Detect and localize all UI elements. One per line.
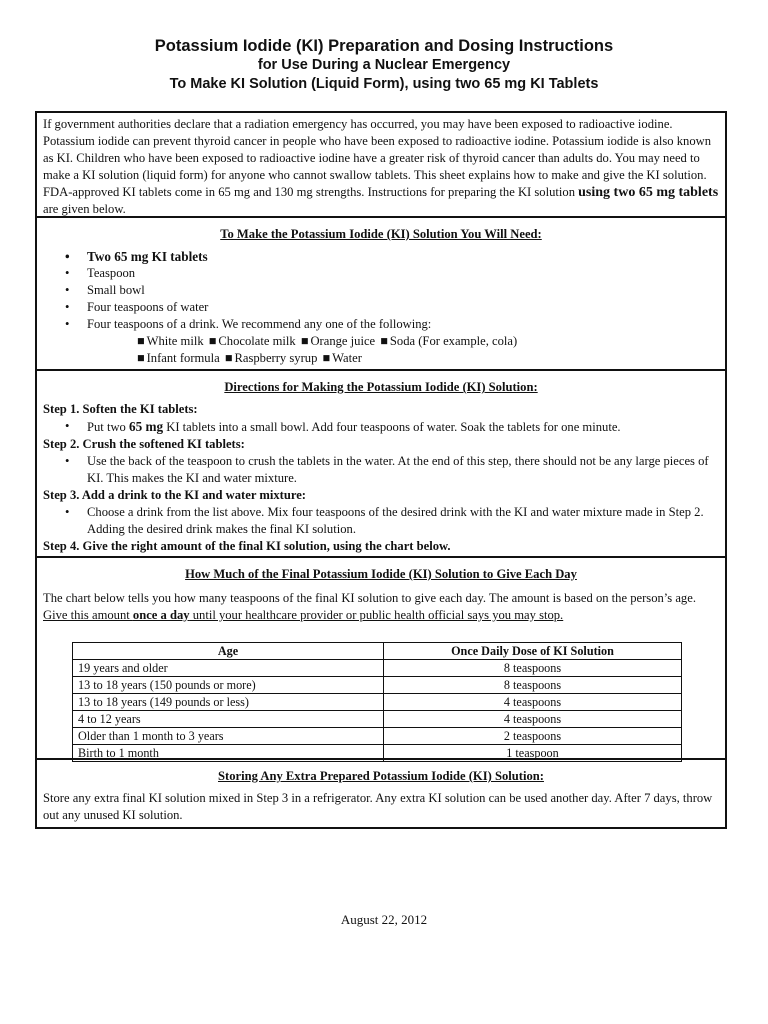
intro-paragraph [43,116,719,218]
list-item: • Four teaspoons of water [87,299,719,316]
document-date: August 22, 2012 [340,912,428,927]
age-cell: Birth to 1 month [73,745,384,762]
square-bullet-icon: ■ [322,351,331,365]
dosing-text-underlined-end: until your healthcare provider or public health official says you may stop. [189,608,564,622]
dose-cell: 1 teaspoon [384,745,682,762]
table-header-row [73,643,682,660]
dosing-text-underlined: Give this amount [43,608,133,622]
square-bullet-icon: ■ [208,334,217,348]
step-1-text-end: KI tablets into a small bowl. Add four teaspoons of water. Soak the tablets for one minute. [163,420,621,434]
document-title: Potassium Iodide (KI) Preparation and Dosing Instructions [154,37,614,55]
intro-section [35,111,727,218]
document-subtitle-2: To Make KI Solution (Liquid Form), using two 65 mg KI Tablets [169,76,599,92]
column-header-age: Age [73,643,384,660]
intro-text: If government authorities declare that a radiation emergency has occurred, you may have been exposed to radioactive iodine. Potassium iodide can prevent thyroid cancer in people who have been exposed to radioactive iodine. Potassium iodide is also known as KI. Children who have been exposed to radioactive iodine have a greater risk of thyroid cancer than adults do. You may need to make a KI solution (liquid form) for anyone who cannot swallow tablets. This sheet explains how to make and give the KI solution. FDA-approved KI tablets come in 65 mg and 130 mg strengths. Instructions for preparing the KI solution [43,117,712,199]
table-row [73,728,682,745]
square-bullet-icon: ■ [380,334,388,348]
age-cell: Older than 1 month to 3 years [73,728,384,745]
drink-option: Water [332,351,362,365]
dose-cell: 2 teaspoons [384,728,682,745]
list-item [87,418,719,436]
step-1-text: Put two [87,420,129,434]
step-3-heading: Step 3. Add a drink to the KI and water mixture: [43,488,306,502]
step-2-heading: Step 2. Crush the softened KI tablets: [43,437,245,451]
dose-cell: 8 teaspoons [384,677,682,694]
table-row [73,745,682,762]
dose-cell: 8 teaspoons [384,660,682,677]
directions-section [35,371,727,558]
dose-cell: 4 teaspoons [384,711,682,728]
supplies-title: To Make the Potassium Iodide (KI) Solution You Will Need: [220,227,542,241]
supplies-list [43,248,719,333]
list-item: • Choose a drink from the list above. Mix four teaspoons of the desired drink with the KI and water mixture made in Step 2. Adding the desired drink makes the final KI solution. [87,504,719,538]
list-item: • Four teaspoons of a drink. We recommend any one of the following: [87,316,719,333]
list-item: • Use the back of the teaspoon to crush the tablets in the water. At the end of this step, there should not be any large pieces of KI. This makes the KI and water mixture. [87,453,719,487]
square-bullet-icon: ■ [300,334,309,348]
storage-text: Store any extra final KI solution mixed in Step 3 in a refrigerator. Any extra KI solution can be used another day. After 7 days, throw out any unused KI solution. [43,791,713,822]
drink-option: Infant formula [146,351,220,365]
age-cell: 19 years and older [73,660,384,677]
age-cell: 13 to 18 years (149 pounds or less) [73,694,384,711]
step-1-list [43,418,719,436]
table-row [73,711,682,728]
dosing-title: How Much of the Final Potassium Iodide (KI) Solution to Give Each Day [185,567,577,581]
step-4-heading: Step 4. Give the right amount of the final KI solution, using the chart below. [43,539,451,553]
supplies-section [35,218,727,371]
square-bullet-icon: ■ [224,351,233,365]
step-1-heading: Step 1. Soften the KI tablets: [43,402,198,416]
square-bullet-icon: ■ [137,351,145,365]
age-cell: 4 to 12 years [73,711,384,728]
list-item: • Teaspoon [87,265,719,282]
dosing-paragraph [43,590,719,624]
list-item: • Two 65 mg KI tablets [87,248,719,265]
column-header-dose: Once Daily Dose of KI Solution [384,643,682,660]
dosing-table [72,642,682,762]
drink-option: Orange juice [310,334,376,348]
drink-option: Chocolate milk [218,334,296,348]
document-subtitle: for Use During a Nuclear Emergency [257,57,511,73]
step-1-dose: 65 mg [129,419,164,434]
drink-option: Raspberry syrup [234,351,318,365]
drink-options-line-1 [43,333,719,350]
storage-section [35,760,727,829]
list-item: • Small bowl [87,282,719,299]
directions-title: Directions for Making the Potassium Iodide (KI) Solution: [224,380,538,394]
step-3-list [43,504,719,538]
storage-title: Storing Any Extra Prepared Potassium Iodide (KI) Solution: [218,769,544,783]
step-2-list [43,453,719,487]
table-row [73,677,682,694]
drink-option: White milk [146,334,204,348]
intro-end: are given below. [43,202,126,216]
age-cell: 13 to 18 years (150 pounds or more) [73,677,384,694]
intro-emphasis: using two 65 mg tablets [578,185,719,200]
table-row [73,660,682,677]
dosing-frequency: once a day [132,608,190,622]
drink-option: Soda (For example, cola) [389,334,518,348]
dosing-section [35,558,727,760]
square-bullet-icon: ■ [137,334,145,348]
dosing-text: The chart below tells you how many teaspoons of the final KI solution to give each day. The amount is based on the person’s age. [43,591,696,605]
drink-options-line-2 [43,350,719,367]
dose-cell: 4 teaspoons [384,694,682,711]
table-row [73,694,682,711]
